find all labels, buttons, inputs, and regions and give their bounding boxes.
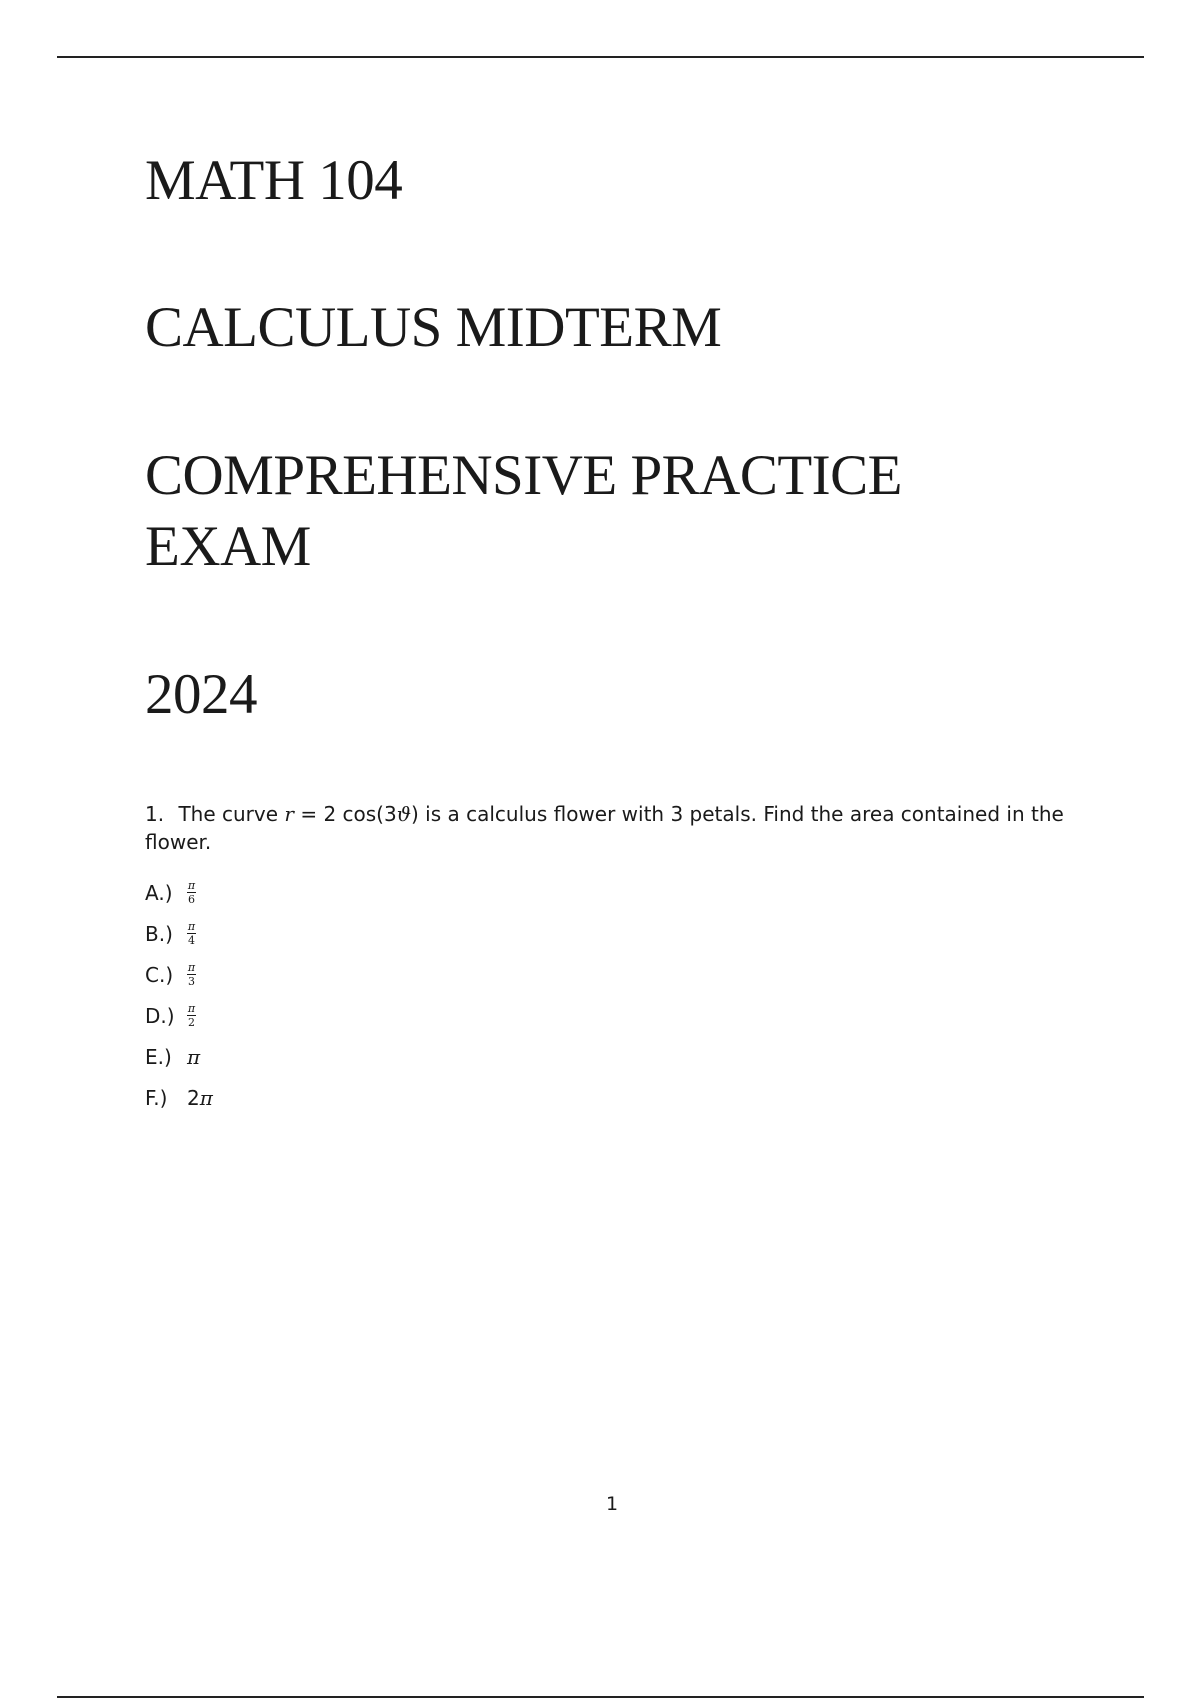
option-pi: π (199, 1085, 213, 1110)
fraction-denominator: 2 (188, 1016, 195, 1029)
page-number: 1 (605, 1493, 619, 1515)
option-b[interactable] (145, 913, 213, 954)
fraction (187, 1003, 196, 1028)
option-d[interactable] (145, 995, 213, 1036)
fraction-denominator: 4 (188, 934, 195, 947)
bottom-rule (57, 1696, 1144, 1698)
variable-theta: ϑ (396, 802, 411, 826)
course-title: MATH 104 (145, 149, 403, 212)
question-text-after: ) is a calculus flower with 3 petals. Find the area contained in the flower. (145, 802, 1064, 854)
exam-type-line-1: COMPREHENSIVE PRACTICE (145, 444, 902, 507)
option-label: B.) (145, 921, 173, 946)
option-label: D.) (145, 1003, 175, 1028)
option-a[interactable] (145, 872, 213, 913)
option-value (187, 1086, 213, 1110)
title-block (145, 145, 1145, 730)
option-c[interactable] (145, 954, 213, 995)
question-number: 1. (145, 802, 165, 826)
exam-year: 2024 (145, 663, 257, 726)
variable-r: r (284, 802, 294, 826)
fraction (187, 921, 196, 946)
question-text-before: The curve (178, 802, 285, 826)
option-label: F.) (145, 1085, 168, 1110)
top-rule (57, 56, 1144, 58)
option-label: C.) (145, 962, 174, 987)
option-label: A.) (145, 880, 173, 905)
fraction (187, 962, 196, 987)
option-value: π (187, 1044, 201, 1069)
question-1 (145, 800, 1085, 856)
option-coefficient: 2 (187, 1085, 200, 1110)
fraction-numerator: π (187, 961, 196, 974)
fraction (187, 880, 196, 905)
question-equation: = 2 cos(3 (293, 802, 397, 826)
exam-type-line-2: EXAM (145, 515, 311, 578)
fraction-numerator: π (187, 879, 196, 892)
option-e[interactable] (145, 1036, 213, 1077)
exam-name: CALCULUS MIDTERM (145, 296, 722, 359)
answer-options (145, 872, 213, 1118)
fraction-numerator: π (187, 1002, 196, 1015)
option-label: E.) (145, 1044, 172, 1069)
fraction-denominator: 6 (188, 893, 195, 906)
option-f[interactable] (145, 1077, 213, 1118)
fraction-numerator: π (187, 920, 196, 933)
fraction-denominator: 3 (188, 975, 195, 988)
